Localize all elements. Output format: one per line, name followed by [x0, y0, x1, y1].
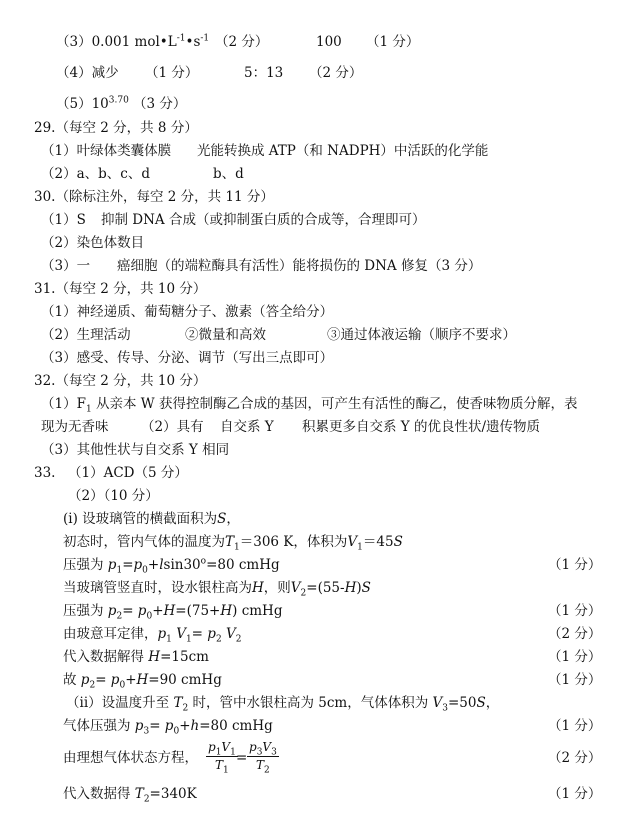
- variable: V: [432, 695, 443, 711]
- numerator: [247, 740, 279, 757]
- variable: H: [148, 649, 161, 665]
- subscript: 2: [116, 611, 123, 622]
- score-text: （1 分）: [145, 65, 199, 81]
- text: 故: [63, 672, 81, 688]
- variable: H: [220, 603, 233, 619]
- text: （ii）设温度升至: [66, 695, 174, 711]
- text: =: [149, 718, 165, 734]
- variable: T: [173, 695, 183, 711]
- variable: S: [361, 580, 371, 596]
- subscript: 1: [230, 747, 236, 758]
- text: 由玻意耳定律，: [63, 626, 158, 642]
- text: =340K: [149, 786, 197, 802]
- variable: H: [163, 603, 176, 619]
- answer-value: 5：13: [244, 65, 284, 81]
- text: 初态时，管内气体的温度为: [63, 534, 225, 550]
- text: +: [147, 557, 160, 573]
- subscript: 1: [215, 747, 222, 758]
- variable: p: [110, 672, 120, 688]
- text: ＝306 K，体积为: [239, 534, 348, 550]
- text: 当玻璃管竖直时，设水银柱高为: [63, 580, 252, 596]
- variable: h: [190, 718, 200, 734]
- subscript: 3: [271, 747, 277, 758]
- subscript: 1: [234, 542, 240, 553]
- subscript: 1: [185, 634, 192, 645]
- text: =(75+: [175, 603, 221, 619]
- denominator: [247, 757, 279, 776]
- answer-line: （3）其他性状与自交系 Y 相同: [41, 442, 230, 458]
- text: +: [179, 718, 191, 734]
- subscript: 3: [442, 703, 448, 714]
- variable: V: [262, 740, 272, 754]
- question-heading-31: 31.（每空 2 分，共 10 分）: [34, 281, 207, 297]
- degree-mark: o: [200, 556, 207, 567]
- text: =80 cmHg: [206, 557, 280, 573]
- solution-line: [63, 717, 273, 735]
- solution-line: [63, 510, 240, 528]
- text: 时，管中水银柱高为 5cm，气体体积为: [188, 695, 433, 711]
- text: ，: [226, 511, 240, 527]
- solution-line: [63, 648, 209, 666]
- variable: p: [208, 740, 216, 754]
- variable: p: [107, 557, 117, 573]
- text: sin30: [163, 557, 201, 573]
- question-heading-29: 29.（每空 2 分，共 8 分）: [34, 120, 198, 136]
- text: 压强为: [63, 557, 108, 573]
- text: ): [356, 580, 362, 596]
- score-text: （2 分）: [548, 626, 602, 642]
- text: =: [95, 672, 111, 688]
- subscript: 0: [119, 680, 126, 691]
- variable: l: [159, 557, 164, 573]
- exponent: 3.70: [108, 95, 129, 106]
- question-heading-32: 32.（每空 2 分，共 10 分）: [34, 373, 207, 389]
- subscript: 2: [300, 588, 307, 599]
- variable: p: [107, 603, 117, 619]
- variable: H: [344, 580, 357, 596]
- solution-line: [63, 625, 241, 643]
- score-text: （2 分）: [309, 65, 363, 81]
- score-text: （2 分）: [215, 34, 269, 50]
- text: 代入数据解得: [63, 649, 149, 665]
- question-heading-33: 33.: [34, 465, 56, 481]
- subscript: 2: [235, 634, 242, 645]
- answer-line-2: （4）减少: [56, 65, 119, 81]
- subscript: 0: [146, 611, 153, 622]
- answer-line: （2）生理活动: [41, 327, 131, 343]
- score-text: （1 分）: [548, 672, 602, 688]
- answer-line: （2）（10 分）: [68, 488, 159, 504]
- answer-line: ②微量和高效: [185, 327, 266, 343]
- variable: p: [249, 740, 257, 754]
- answer-line: （3）一: [41, 258, 91, 274]
- exponent: -1: [200, 33, 210, 44]
- text: •s: [185, 34, 201, 50]
- score-text: （1 分）: [548, 603, 602, 619]
- subscript: 2: [215, 634, 222, 645]
- subscript: 1: [166, 634, 172, 645]
- text: 从亲本 W 获得控制酶乙合成的基因，可产生有活性的酶乙，使香味物质分解，表: [91, 396, 578, 412]
- subscript: 2: [143, 794, 150, 805]
- text: =15cm: [160, 649, 209, 665]
- variable: p: [164, 718, 174, 734]
- text: =: [191, 626, 208, 642]
- text: +: [152, 603, 164, 619]
- score-text: （1 分）: [548, 718, 602, 734]
- denominator: [206, 757, 238, 776]
- subscript: 1: [223, 765, 229, 776]
- variable: p: [207, 626, 216, 642]
- answer-line: b、d: [213, 166, 244, 182]
- equals-sign: =: [236, 750, 248, 766]
- answer-line-3: [56, 95, 129, 113]
- exponent: -1: [176, 33, 186, 44]
- answer-line: 抑制 DNA 合成（或抑制蛋白质的合成等，合理即可）: [101, 212, 426, 228]
- variable: S: [476, 695, 486, 711]
- text: +: [125, 672, 137, 688]
- score-text: （3 分）: [133, 96, 187, 112]
- score-text: （1 分）: [548, 786, 602, 802]
- numerator: [206, 740, 238, 757]
- answer-line: 积累更多自交系 Y 的优良性状/遗传物质: [302, 419, 541, 435]
- solution-line: 由理想气体状态方程，: [63, 750, 198, 766]
- subscript: 1: [357, 542, 363, 553]
- answer-line: 癌细胞（的端粒酶具有活性）能将损伤的 DNA 修复（3 分）: [117, 258, 482, 274]
- answer-line: （2）具有: [141, 419, 204, 435]
- question-heading-30: 30.（除标注外，每空 2 分，共 11 分）: [34, 189, 274, 205]
- solution-line: [63, 556, 280, 574]
- variable: V: [347, 534, 358, 550]
- text: （5）10: [56, 96, 109, 112]
- answer-line: 光能转换成 ATP（和 NADPH）中活跃的化学能: [197, 143, 489, 159]
- subscript: 0: [142, 565, 148, 576]
- text: 气体压强为: [63, 718, 135, 734]
- fraction-left: [206, 740, 238, 776]
- variable: p: [80, 672, 90, 688]
- answer-line-1: [56, 33, 209, 51]
- variable: p: [133, 557, 143, 573]
- text: ，: [485, 695, 500, 711]
- answer-line: （1）叶绿体类囊体膜: [41, 143, 172, 159]
- text: ＝45: [362, 534, 394, 550]
- variable: V: [290, 580, 301, 596]
- subscript: 3: [143, 726, 150, 737]
- solution-line: [63, 533, 403, 551]
- answer-line: （2）a、b、c、d: [41, 166, 150, 182]
- variable: T: [215, 758, 224, 772]
- fraction-right: [247, 740, 279, 776]
- variable: V: [176, 626, 186, 642]
- score-text: （1 分）: [548, 649, 602, 665]
- solution-line: [63, 785, 197, 803]
- text: =: [122, 603, 138, 619]
- variable: p: [137, 603, 147, 619]
- text: 代入数据得: [63, 786, 135, 802]
- solution-line: [63, 579, 371, 597]
- text: =80 cmHg: [199, 718, 273, 734]
- text: =: [122, 557, 134, 573]
- variable: p: [134, 718, 144, 734]
- answer-line: [41, 395, 577, 413]
- subscript: 2: [89, 680, 96, 691]
- score-text: （1 分）: [548, 557, 602, 573]
- subscript: 2: [264, 765, 270, 776]
- score-text: （2 分）: [548, 750, 602, 766]
- text: =90 cmHg: [148, 672, 222, 688]
- text: （3）0.001 mol•L: [56, 34, 177, 50]
- answer-line: （2）染色体数目: [41, 235, 145, 251]
- variable: T: [256, 758, 265, 772]
- text: (i) 设玻璃管的横截面积为: [63, 511, 218, 527]
- variable: T: [134, 786, 144, 802]
- answer-line: ③通过体液运输（顺序不要求）: [327, 327, 516, 343]
- text: 压强为: [63, 603, 108, 619]
- answer-line: 自交系 Y: [220, 419, 274, 435]
- variable: H: [136, 672, 149, 688]
- text: ，则: [263, 580, 291, 596]
- subscript: 3: [256, 747, 263, 758]
- variable: H: [252, 580, 264, 596]
- answer-line: （1）S: [41, 212, 86, 228]
- score-text: （1 分）: [366, 34, 420, 50]
- answer-line: （1）神经递质、葡萄糖分子、激素（答全给分）: [41, 304, 334, 320]
- solution-line: [63, 671, 222, 689]
- answer-line: 现为无香味: [41, 419, 109, 435]
- variable: p: [157, 626, 167, 642]
- answer-line: （1）ACD（5 分）: [68, 465, 188, 481]
- variable: S: [217, 511, 227, 527]
- variable: S: [393, 534, 403, 550]
- solution-line: [66, 694, 499, 712]
- text: =50: [448, 695, 477, 711]
- subscript: 0: [173, 726, 180, 737]
- text: =(55-: [306, 580, 345, 596]
- answer-value: 100: [316, 34, 342, 50]
- answer-line: （3）感受、传导、分泌、调节（写出三点即可）: [41, 350, 334, 366]
- subscript: 1: [116, 565, 123, 576]
- text: （1）F: [41, 396, 86, 412]
- solution-line: [63, 602, 282, 620]
- variable: V: [221, 740, 231, 754]
- text: ) cmHg: [232, 603, 283, 619]
- subscript: 1: [85, 404, 92, 415]
- subscript: 2: [182, 703, 189, 714]
- variable: V: [225, 626, 236, 642]
- variable: T: [225, 534, 235, 550]
